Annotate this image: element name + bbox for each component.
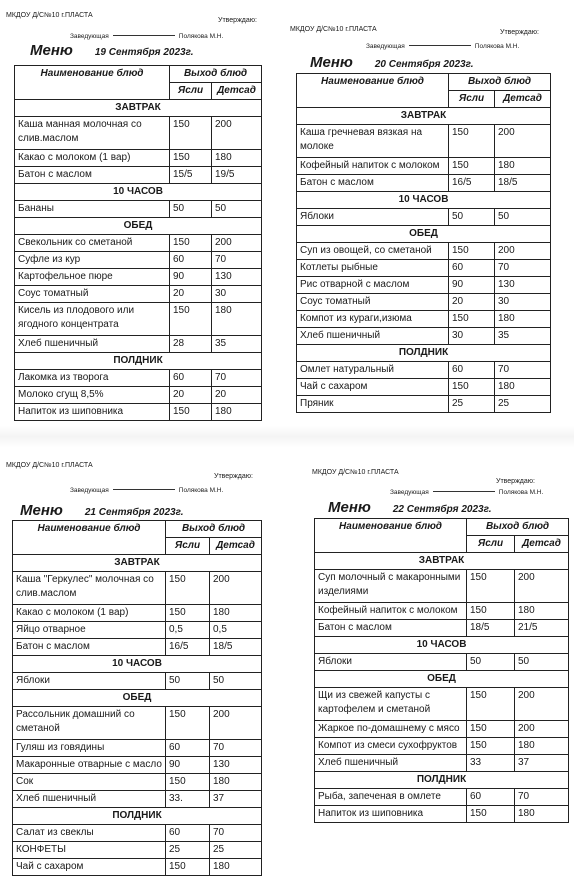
menu-word: Меню — [328, 499, 371, 516]
dish-name: Соус томатный — [15, 286, 170, 303]
dish-name: Хлеб пшеничный — [297, 328, 449, 345]
table-row — [15, 150, 262, 167]
dish-name: Какао с молоком (1 вар) — [15, 150, 170, 167]
column-header-nursery: Ясли — [170, 83, 212, 100]
dish-name: Котлеты рыбные — [297, 260, 449, 277]
dish-name: Суп молочный с макаронными изделиями — [315, 570, 467, 603]
head-name: Полякова М.Н. — [474, 43, 520, 50]
section-row — [297, 226, 551, 243]
nursery-portion: 25 — [449, 396, 495, 413]
head-label: Заведующая — [366, 43, 405, 50]
table-row — [15, 269, 262, 286]
table-row — [297, 277, 551, 294]
kindergarten-portion: 130 — [495, 277, 551, 294]
kindergarten-portion: 70 — [210, 740, 262, 757]
kindergarten-portion: 200 — [210, 707, 262, 740]
approve-label: Утверждаю: — [214, 473, 253, 480]
nursery-portion: 150 — [449, 243, 495, 260]
kindergarten-portion: 70 — [495, 260, 551, 277]
table-row — [315, 755, 569, 772]
dish-name: Молоко сгущ 8,5% — [15, 387, 170, 404]
kindergarten-portion: 70 — [495, 362, 551, 379]
table-row — [315, 654, 569, 671]
column-header-output: Выход блюд — [467, 519, 569, 536]
nursery-portion: 28 — [170, 336, 212, 353]
table-row — [15, 370, 262, 387]
nursery-portion: 150 — [449, 158, 495, 175]
section-name: ПОЛДНИК — [315, 772, 569, 789]
menu-date: 20 Сентября 2023г. — [374, 59, 474, 70]
kindergarten-portion: 0,5 — [210, 622, 262, 639]
kindergarten-portion: 180 — [495, 311, 551, 328]
dish-name: Хлеб пшеничный — [13, 791, 166, 808]
table-row — [13, 791, 262, 808]
nursery-portion: 150 — [170, 303, 212, 336]
nursery-portion: 150 — [166, 707, 210, 740]
dish-name: Макаронные отварные с масло — [13, 757, 166, 774]
nursery-portion: 50 — [170, 201, 212, 218]
section-row — [297, 108, 551, 125]
nursery-portion: 33 — [467, 755, 515, 772]
column-header-nursery: Ясли — [467, 536, 515, 553]
column-header-dish: Наименование блюд — [13, 521, 166, 555]
section-row — [315, 553, 569, 570]
nursery-portion: 150 — [170, 404, 212, 421]
column-header-kindergarten: Детсад — [515, 536, 569, 553]
kindergarten-portion: 19/5 — [212, 167, 262, 184]
dish-name: Компот из кураги,изюма — [297, 311, 449, 328]
table-row — [297, 362, 551, 379]
nursery-portion: 20 — [170, 387, 212, 404]
nursery-portion: 150 — [449, 125, 495, 158]
nursery-portion: 90 — [166, 757, 210, 774]
column-header-kindergarten: Детсад — [495, 91, 551, 108]
kindergarten-portion: 70 — [210, 825, 262, 842]
nursery-portion: 150 — [467, 806, 515, 823]
table-row — [297, 125, 551, 158]
dish-name: Чай с сахаром — [13, 859, 166, 876]
page-fold-shadow — [0, 426, 574, 448]
nursery-portion: 30 — [449, 328, 495, 345]
menu-word: Меню — [20, 502, 63, 519]
column-header-dish: Наименование блюд — [15, 66, 170, 100]
head-label: Заведующая — [70, 33, 109, 40]
section-name: ПОЛДНИК — [15, 353, 262, 370]
nursery-portion: 90 — [170, 269, 212, 286]
section-row — [315, 637, 569, 654]
kindergarten-portion: 50 — [210, 673, 262, 690]
menu-title — [310, 54, 474, 72]
kindergarten-portion: 200 — [495, 243, 551, 260]
dish-name: Пряник — [297, 396, 449, 413]
table-row — [13, 757, 262, 774]
table-row — [13, 572, 262, 605]
dish-name: Батон с маслом — [15, 167, 170, 184]
nursery-portion: 60 — [170, 370, 212, 387]
approve-label: Утверждаю: — [500, 29, 539, 36]
head-signature-line — [70, 33, 223, 40]
dish-name: Напиток из шиповника — [315, 806, 467, 823]
table-row — [297, 243, 551, 260]
menu-title — [20, 502, 184, 520]
column-header-output: Выход блюд — [449, 74, 551, 91]
table-row — [315, 603, 569, 620]
nursery-portion: 150 — [467, 688, 515, 721]
nursery-portion: 15/5 — [170, 167, 212, 184]
menu-date: 19 Сентября 2023г. — [94, 47, 194, 58]
nursery-portion: 150 — [467, 570, 515, 603]
kindergarten-portion: 130 — [212, 269, 262, 286]
table-row — [297, 158, 551, 175]
dish-name: Омлет натуральный — [297, 362, 449, 379]
section-row — [13, 808, 262, 825]
dish-name: Кисель из плодового или ягодного концентрата — [15, 303, 170, 336]
section-row — [315, 671, 569, 688]
head-signature-line — [390, 489, 543, 496]
signature-blank — [409, 45, 471, 46]
kindergarten-portion: 180 — [210, 774, 262, 791]
dish-name: Батон с маслом — [315, 620, 467, 637]
dish-name: Чай с сахаром — [297, 379, 449, 396]
approve-label: Утверждаю: — [496, 478, 535, 485]
nursery-portion: 150 — [170, 150, 212, 167]
signature-blank — [113, 489, 175, 490]
kindergarten-portion: 180 — [515, 806, 569, 823]
dish-name: Суп из овощей, со сметаной — [297, 243, 449, 260]
table-row — [13, 707, 262, 740]
head-signature-line — [366, 43, 519, 50]
table-row — [13, 673, 262, 690]
head-signature-line — [70, 487, 223, 494]
nursery-portion: 60 — [467, 789, 515, 806]
menu-table — [12, 520, 262, 876]
nursery-portion: 60 — [166, 740, 210, 757]
section-row — [13, 555, 262, 572]
table-row — [13, 825, 262, 842]
dish-name: Лакомка из творога — [15, 370, 170, 387]
table-row — [15, 404, 262, 421]
table-row — [13, 622, 262, 639]
column-header-nursery: Ясли — [166, 538, 210, 555]
dish-name: Каша "Геркулес" молочная со слив.маслом — [13, 572, 166, 605]
table-row — [13, 740, 262, 757]
menu-table — [314, 518, 569, 823]
section-row — [15, 218, 262, 235]
nursery-portion: 150 — [170, 235, 212, 252]
menu-table — [296, 73, 551, 413]
dish-name: Жаркое по-домашнему с мясо — [315, 721, 467, 738]
nursery-portion: 150 — [166, 605, 210, 622]
nursery-portion: 60 — [170, 252, 212, 269]
menu-title — [30, 42, 194, 60]
kindergarten-portion: 200 — [210, 572, 262, 605]
dish-name: Каша гречневая вязкая на молоке — [297, 125, 449, 158]
section-name: 10 ЧАСОВ — [13, 656, 262, 673]
menu-table — [14, 65, 262, 421]
section-row — [297, 345, 551, 362]
nursery-portion: 150 — [170, 117, 212, 150]
kindergarten-portion: 50 — [495, 209, 551, 226]
kindergarten-portion: 37 — [515, 755, 569, 772]
section-row — [15, 100, 262, 117]
nursery-portion: 150 — [467, 738, 515, 755]
nursery-portion: 20 — [449, 294, 495, 311]
kindergarten-portion: 200 — [515, 570, 569, 603]
dish-name: Гуляш из говядины — [13, 740, 166, 757]
table-row — [315, 570, 569, 603]
table-row — [13, 774, 262, 791]
signature-blank — [433, 491, 495, 492]
kindergarten-portion: 180 — [515, 738, 569, 755]
table-row — [13, 639, 262, 656]
section-row — [15, 184, 262, 201]
nursery-portion: 16/5 — [449, 175, 495, 192]
dish-name: Бананы — [15, 201, 170, 218]
head-name: Полякова М.Н. — [178, 33, 224, 40]
menu-title — [328, 499, 492, 517]
table-row — [315, 620, 569, 637]
nursery-portion: 150 — [166, 859, 210, 876]
dish-name: Рис отварной с маслом — [297, 277, 449, 294]
section-name: ОБЕД — [315, 671, 569, 688]
dish-name: Сок — [13, 774, 166, 791]
table-row — [15, 117, 262, 150]
nursery-portion: 50 — [467, 654, 515, 671]
kindergarten-portion: 200 — [515, 721, 569, 738]
kindergarten-portion: 21/5 — [515, 620, 569, 637]
dish-name: Кофейный напиток с молоком — [315, 603, 467, 620]
kindergarten-portion: 37 — [210, 791, 262, 808]
section-name: ОБЕД — [297, 226, 551, 243]
nursery-portion: 150 — [467, 721, 515, 738]
kindergarten-portion: 180 — [210, 859, 262, 876]
table-row — [315, 738, 569, 755]
table-row — [15, 252, 262, 269]
table-row — [297, 260, 551, 277]
menu-date: 22 Сентября 2023г. — [392, 504, 492, 515]
kindergarten-portion: 50 — [515, 654, 569, 671]
nursery-portion: 18/5 — [467, 620, 515, 637]
kindergarten-portion: 35 — [212, 336, 262, 353]
table-row — [15, 286, 262, 303]
section-name: 10 ЧАСОВ — [315, 637, 569, 654]
dish-name: Компот из смеси сухофруктов — [315, 738, 467, 755]
org-name: МКДОУ Д/С№10 г.ПЛАСТА — [6, 12, 93, 19]
nursery-portion: 150 — [449, 311, 495, 328]
kindergarten-portion: 20 — [212, 387, 262, 404]
dish-name: Какао с молоком (1 вар) — [13, 605, 166, 622]
kindergarten-portion: 50 — [212, 201, 262, 218]
section-name: ОБЕД — [13, 690, 262, 707]
section-name: ОБЕД — [15, 218, 262, 235]
dish-name: Яблоки — [315, 654, 467, 671]
section-row — [15, 353, 262, 370]
kindergarten-portion: 180 — [515, 603, 569, 620]
menu-word: Меню — [30, 42, 73, 59]
section-name: ЗАВТРАК — [15, 100, 262, 117]
dish-name: Каша манная молочная со слив.маслом — [15, 117, 170, 150]
table-row — [13, 859, 262, 876]
dish-name: Рыба, запеченая в омлете — [315, 789, 467, 806]
dish-name: КОНФЕТЫ — [13, 842, 166, 859]
kindergarten-portion: 200 — [495, 125, 551, 158]
table-row — [297, 328, 551, 345]
section-name: ПОЛДНИК — [297, 345, 551, 362]
table-row — [15, 235, 262, 252]
kindergarten-portion: 25 — [210, 842, 262, 859]
dish-name: Батон с маслом — [297, 175, 449, 192]
nursery-portion: 16/5 — [166, 639, 210, 656]
section-name: ЗАВТРАК — [315, 553, 569, 570]
table-row — [15, 303, 262, 336]
kindergarten-portion: 18/5 — [210, 639, 262, 656]
kindergarten-portion: 30 — [495, 294, 551, 311]
dish-name: Батон с маслом — [13, 639, 166, 656]
nursery-portion: 25 — [166, 842, 210, 859]
nursery-portion: 50 — [449, 209, 495, 226]
table-row — [15, 167, 262, 184]
head-label: Заведующая — [390, 489, 429, 496]
dish-name: Яйцо отварное — [13, 622, 166, 639]
section-name: 10 ЧАСОВ — [297, 192, 551, 209]
table-row — [297, 294, 551, 311]
nursery-portion: 150 — [166, 774, 210, 791]
dish-name: Свекольник со сметаной — [15, 235, 170, 252]
nursery-portion: 150 — [467, 603, 515, 620]
table-row — [297, 396, 551, 413]
head-name: Полякова М.Н. — [178, 487, 224, 494]
dish-name: Картофельное пюре — [15, 269, 170, 286]
table-row — [15, 201, 262, 218]
kindergarten-portion: 180 — [495, 158, 551, 175]
kindergarten-portion: 70 — [212, 370, 262, 387]
nursery-portion: 150 — [166, 572, 210, 605]
dish-name: Хлеб пшеничный — [15, 336, 170, 353]
kindergarten-portion: 30 — [212, 286, 262, 303]
kindergarten-portion: 70 — [515, 789, 569, 806]
approve-label: Утверждаю: — [218, 17, 257, 24]
section-name: ЗАВТРАК — [297, 108, 551, 125]
column-header-output: Выход блюд — [170, 66, 262, 83]
nursery-portion: 0,5 — [166, 622, 210, 639]
nursery-portion: 60 — [449, 260, 495, 277]
table-row — [297, 379, 551, 396]
nursery-portion: 60 — [449, 362, 495, 379]
signature-blank — [113, 35, 175, 36]
section-name: ПОЛДНИК — [13, 808, 262, 825]
dish-name: Кофейный напиток с молоком — [297, 158, 449, 175]
kindergarten-portion: 35 — [495, 328, 551, 345]
kindergarten-portion: 200 — [515, 688, 569, 721]
kindergarten-portion: 180 — [210, 605, 262, 622]
dish-name: Рассольник домашний со сметаной — [13, 707, 166, 740]
table-row — [297, 175, 551, 192]
table-row — [297, 311, 551, 328]
nursery-portion: 60 — [166, 825, 210, 842]
table-row — [315, 806, 569, 823]
menu-date: 21 Сентября 2023г. — [84, 507, 184, 518]
table-row — [315, 789, 569, 806]
org-name: МКДОУ Д/С№10 г.ПЛАСТА — [290, 26, 377, 33]
kindergarten-portion: 180 — [212, 303, 262, 336]
dish-name: Яблоки — [297, 209, 449, 226]
dish-name: Хлеб пшеничный — [315, 755, 467, 772]
column-header-output: Выход блюд — [166, 521, 262, 538]
dish-name: Салат из свеклы — [13, 825, 166, 842]
table-row — [315, 688, 569, 721]
kindergarten-portion: 200 — [212, 235, 262, 252]
kindergarten-portion: 70 — [212, 252, 262, 269]
org-name: МКДОУ Д/С№10 г.ПЛАСТА — [6, 462, 93, 469]
section-name: 10 ЧАСОВ — [15, 184, 262, 201]
section-row — [297, 192, 551, 209]
column-header-nursery: Ясли — [449, 91, 495, 108]
kindergarten-portion: 130 — [210, 757, 262, 774]
section-row — [13, 656, 262, 673]
dish-name: Соус томатный — [297, 294, 449, 311]
kindergarten-portion: 200 — [212, 117, 262, 150]
nursery-portion: 33. — [166, 791, 210, 808]
section-row — [315, 772, 569, 789]
column-header-kindergarten: Детсад — [212, 83, 262, 100]
menu-word: Меню — [310, 54, 353, 71]
table-row — [297, 209, 551, 226]
dish-name: Яблоки — [13, 673, 166, 690]
kindergarten-portion: 180 — [495, 379, 551, 396]
kindergarten-portion: 25 — [495, 396, 551, 413]
table-row — [13, 842, 262, 859]
kindergarten-portion: 180 — [212, 404, 262, 421]
table-row — [315, 721, 569, 738]
table-row — [15, 387, 262, 404]
kindergarten-portion: 18/5 — [495, 175, 551, 192]
head-label: Заведующая — [70, 487, 109, 494]
table-row — [13, 605, 262, 622]
column-header-dish: Наименование блюд — [297, 74, 449, 108]
section-row — [13, 690, 262, 707]
org-name: МКДОУ Д/С№10 г.ПЛАСТА — [312, 469, 399, 476]
kindergarten-portion: 180 — [212, 150, 262, 167]
nursery-portion: 150 — [449, 379, 495, 396]
nursery-portion: 90 — [449, 277, 495, 294]
column-header-kindergarten: Детсад — [210, 538, 262, 555]
column-header-dish: Наименование блюд — [315, 519, 467, 553]
dish-name: Напиток из шиповника — [15, 404, 170, 421]
dish-name: Суфле из кур — [15, 252, 170, 269]
head-name: Полякова М.Н. — [498, 489, 544, 496]
dish-name: Щи из свежей капусты с картофелем и сметаной — [315, 688, 467, 721]
nursery-portion: 50 — [166, 673, 210, 690]
section-name: ЗАВТРАК — [13, 555, 262, 572]
nursery-portion: 20 — [170, 286, 212, 303]
table-row — [15, 336, 262, 353]
